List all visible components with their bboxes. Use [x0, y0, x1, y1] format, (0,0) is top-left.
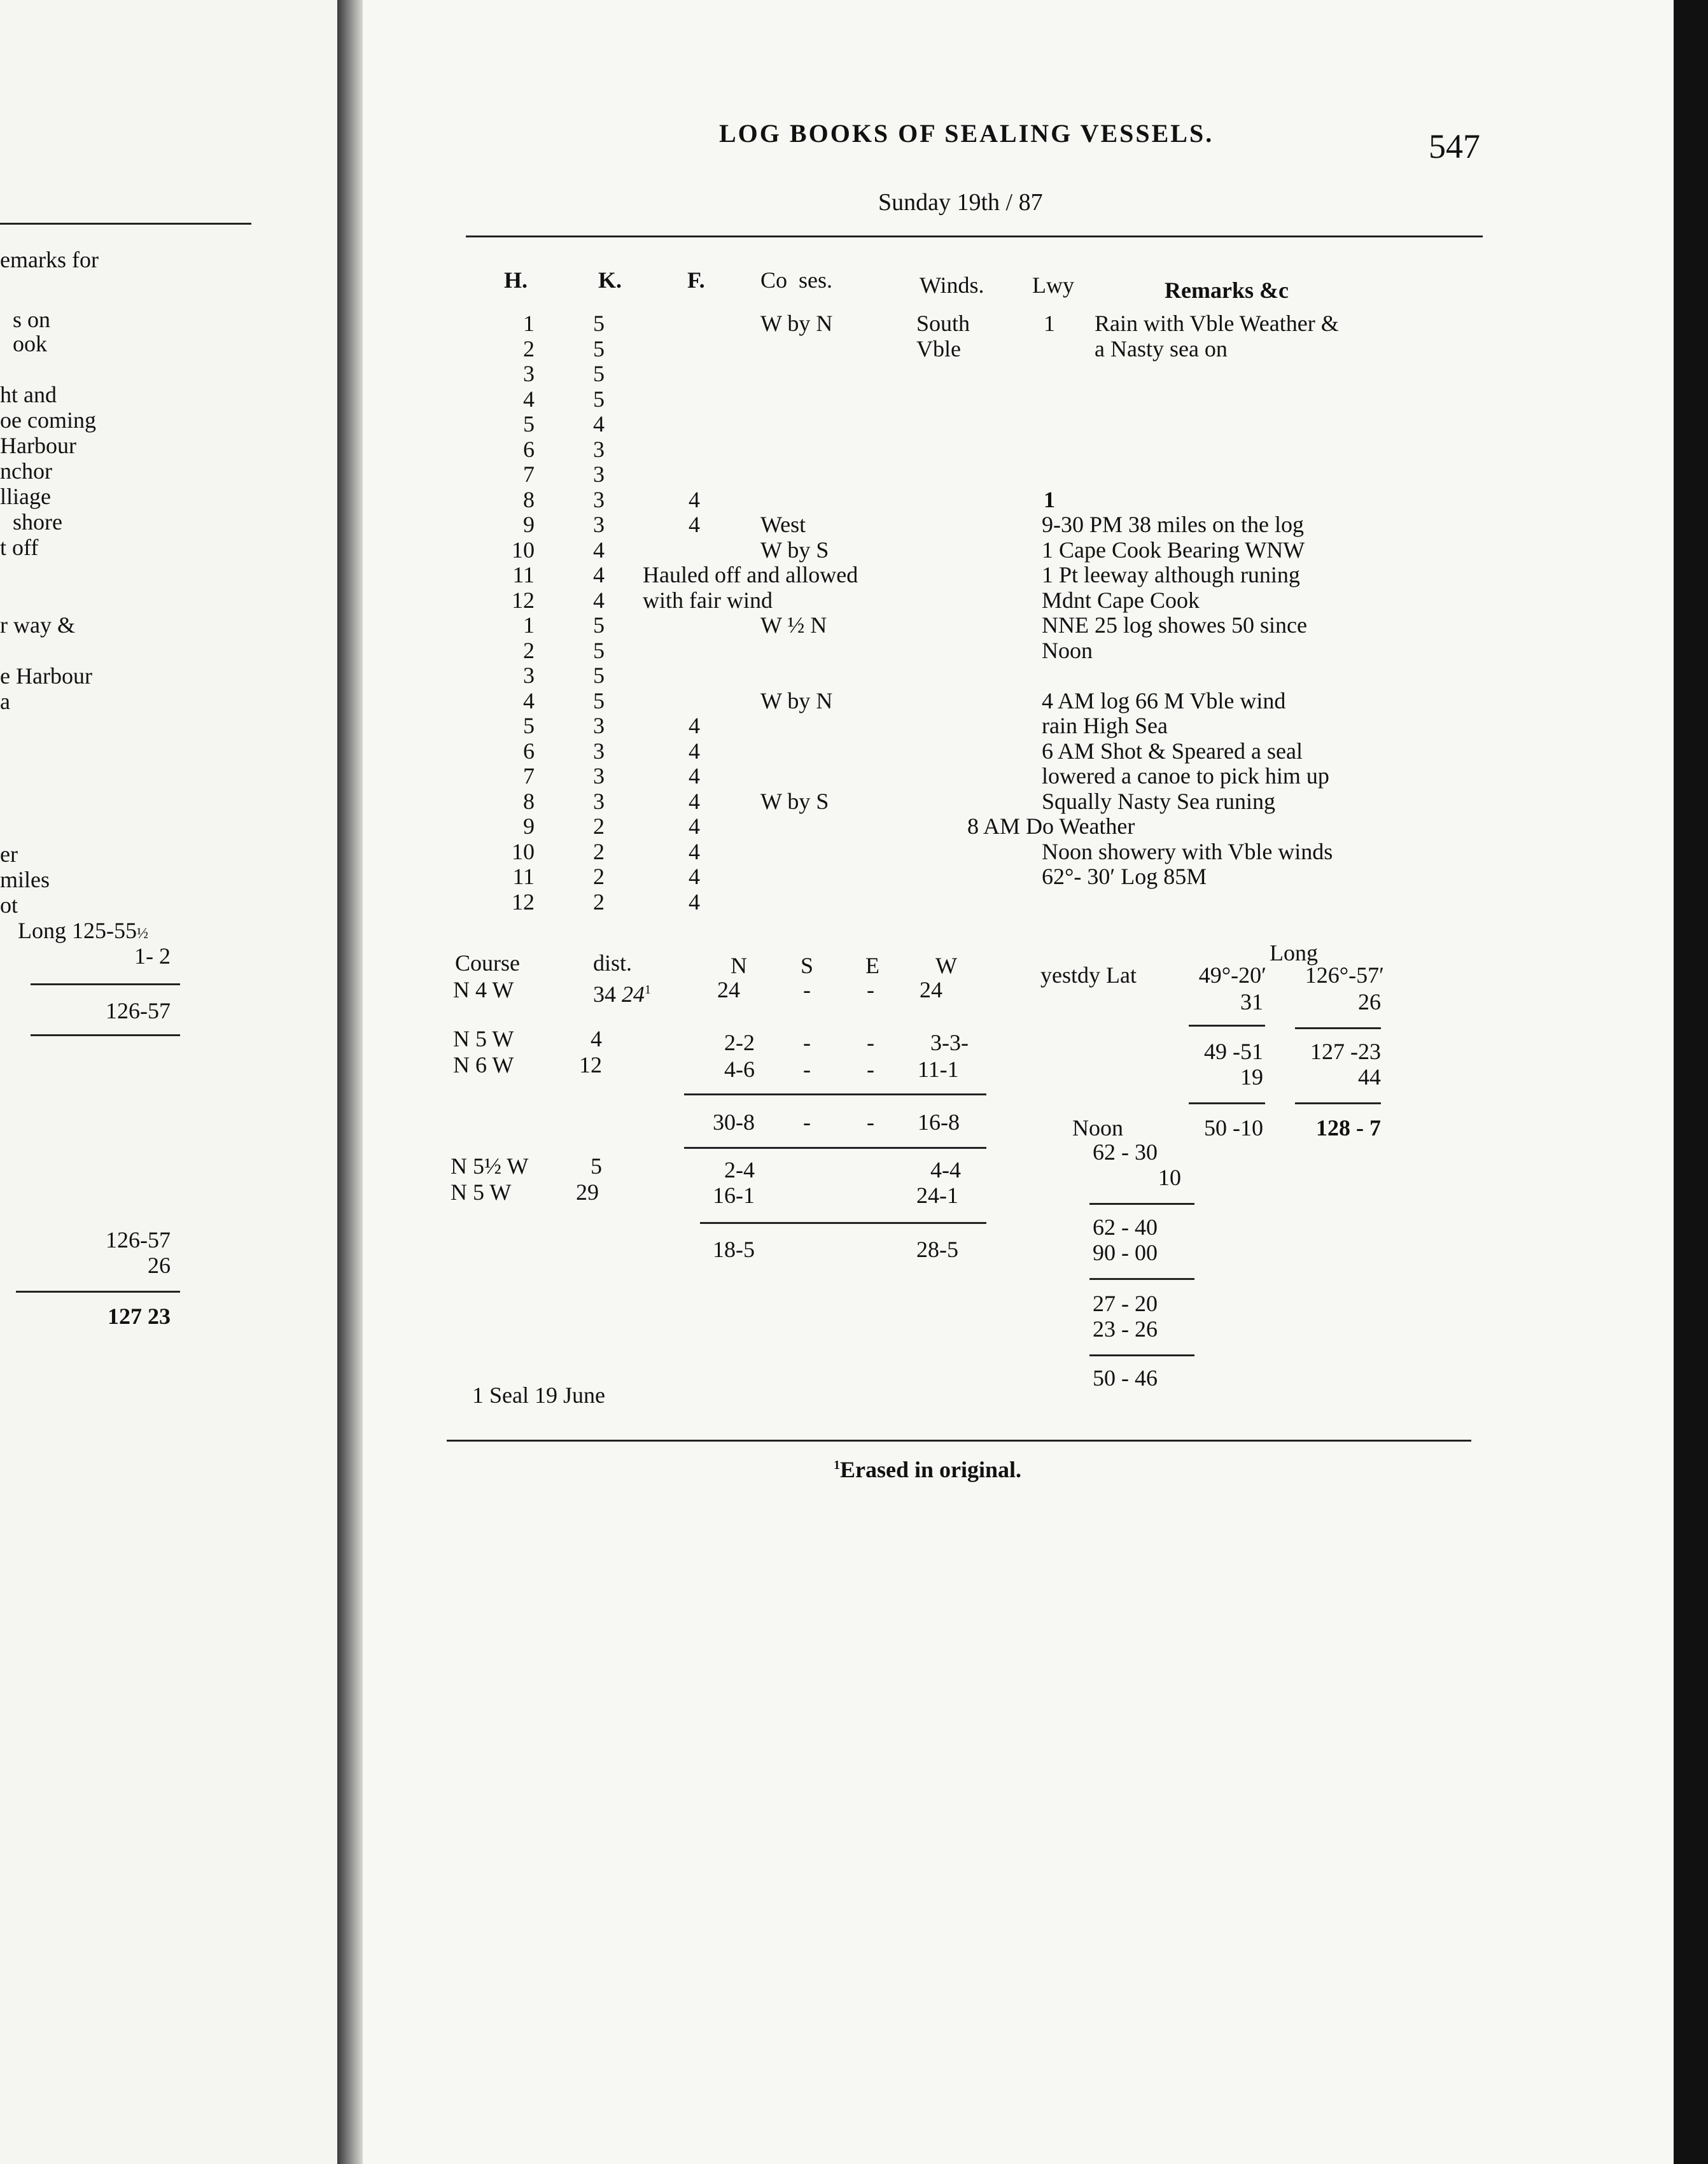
log-cell-wind: Vble: [916, 336, 961, 362]
noon-rule: [1089, 1203, 1194, 1205]
trav-n-total: 30-8: [713, 1109, 755, 1135]
log-cell-k: 2: [593, 813, 605, 839]
trav-n: 16-1: [713, 1183, 755, 1208]
log-cell-remark: rain High Sea: [1042, 713, 1168, 738]
left-line: nchor: [0, 458, 52, 484]
left-sum: 126-57: [106, 998, 171, 1023]
trav-s: -: [803, 1057, 811, 1082]
running-title: LOG BOOKS OF SEALING VESSELS.: [719, 119, 1214, 148]
log-cell-f: 4: [689, 763, 700, 789]
log-cell-f: 4: [689, 789, 700, 814]
log-row: [0, 663, 1708, 688]
left-line: ot: [0, 892, 18, 918]
log-row: [0, 789, 1708, 814]
log-cell-remark: 1 Cape Cook Bearing WNW: [1042, 537, 1305, 563]
left-sum: 126-57: [106, 1227, 171, 1253]
log-cell-f: 4: [689, 864, 700, 889]
log-cell-k: 3: [593, 763, 605, 789]
long-value: 128 - 7: [1316, 1115, 1381, 1141]
log-cell-h: 4: [523, 688, 535, 713]
log-row: [0, 612, 1708, 638]
log-cell-k: 3: [593, 461, 605, 487]
log-cell-course: W by N: [760, 311, 833, 336]
log-cell-h: 6: [523, 738, 535, 764]
trav-w-total: 28-5: [916, 1237, 958, 1262]
log-cell-remark: Noon showery with Vble winds: [1042, 839, 1333, 864]
log-row: [0, 638, 1708, 663]
log-cell-k: 5: [593, 612, 605, 638]
log-cell-remark: 8 AM Do Weather: [967, 813, 1135, 839]
col-hour: H.: [504, 267, 528, 293]
log-cell-f: 4: [689, 889, 700, 915]
log-cell-h: 2: [523, 638, 535, 663]
trav-w: 24: [920, 977, 942, 1002]
log-cell-course: with fair wind: [643, 587, 773, 613]
trav-col-e: E: [865, 953, 879, 978]
left-line: s on: [13, 307, 51, 332]
log-row: [0, 336, 1708, 362]
log-cell-h: 4: [523, 386, 535, 412]
trav-col-n: N: [731, 953, 747, 978]
left-line: e Harbour: [0, 663, 92, 689]
log-cell-h: 10: [512, 537, 535, 563]
long-label: Long: [1270, 940, 1318, 966]
left-line: er: [0, 841, 18, 867]
lat-rule: [1189, 1025, 1265, 1027]
left-line: ook: [13, 331, 47, 356]
log-cell-remark: 62°- 30′ Log 85M: [1042, 864, 1207, 889]
log-cell-remark: 1 Pt leeway although runing: [1042, 562, 1300, 587]
left-rule: [16, 1291, 180, 1293]
log-row: [0, 411, 1708, 437]
log-cell-k: 3: [593, 789, 605, 814]
log-cell-h: 12: [512, 587, 535, 613]
seal-note: 1 Seal 19 June: [472, 1382, 605, 1408]
trav-course: N 5 W: [451, 1179, 512, 1205]
trav-n: 2-2: [724, 1030, 755, 1055]
left-line: shore: [13, 509, 62, 535]
log-cell-k: 3: [593, 512, 605, 537]
log-row: [0, 839, 1708, 864]
log-row: [0, 487, 1708, 512]
noon-calc: 62 - 40: [1093, 1214, 1158, 1240]
log-cell-remark: a Nasty sea on: [1095, 336, 1228, 362]
long-rule: [1295, 1027, 1381, 1029]
log-cell-remark: Mdnt Cape Cook: [1042, 587, 1200, 613]
log-cell-h: 3: [523, 361, 535, 386]
noon-calc: 10: [1158, 1165, 1181, 1190]
trav-course: N 5 W: [453, 1026, 514, 1051]
log-row: [0, 889, 1708, 915]
log-cell-h: 7: [523, 763, 535, 789]
left-line: emarks for: [0, 247, 99, 272]
log-cell-remark: Rain with Vble Weather &: [1095, 311, 1339, 336]
log-row: [0, 738, 1708, 764]
trav-col-s: S: [801, 953, 814, 978]
log-cell-h: 1: [523, 311, 535, 336]
log-row: [0, 386, 1708, 412]
log-row: [0, 537, 1708, 563]
log-cell-k: 5: [593, 311, 605, 336]
col-courses: Co ses.: [760, 267, 833, 293]
header-rule: [466, 235, 1483, 237]
log-cell-k: 4: [593, 562, 605, 587]
log-cell-h: 5: [523, 411, 535, 437]
log-cell-course: Hauled off and allowed: [643, 562, 858, 587]
trav-w: 24-1: [916, 1183, 958, 1208]
log-cell-h: 9: [523, 512, 535, 537]
noon-label: Noon: [1072, 1115, 1123, 1141]
log-cell-k: 4: [593, 537, 605, 563]
left-line: Harbour: [0, 433, 76, 458]
long-value: 127 -23: [1310, 1039, 1381, 1064]
log-cell-remark: Squally Nasty Sea runing: [1042, 789, 1275, 814]
left-line: r way &: [0, 612, 75, 638]
trav-dist: 5: [591, 1153, 602, 1179]
left-rule: [31, 983, 180, 985]
log-cell-k: 5: [593, 386, 605, 412]
log-cell-f: 4: [689, 813, 700, 839]
log-row: [0, 813, 1708, 839]
log-cell-k: 3: [593, 487, 605, 512]
log-row: [0, 361, 1708, 386]
noon-calc: 62 - 30: [1093, 1139, 1158, 1165]
trav-rule: [700, 1222, 986, 1224]
log-cell-h: 6: [523, 437, 535, 462]
log-cell-k: 2: [593, 889, 605, 915]
log-row: [0, 763, 1708, 789]
trav-w-total: 16-8: [918, 1109, 960, 1135]
log-cell-k: 4: [593, 411, 605, 437]
log-row: [0, 864, 1708, 889]
log-cell-k: 5: [593, 361, 605, 386]
trav-col-dist: dist.: [593, 950, 633, 976]
log-cell-f: 4: [689, 839, 700, 864]
yestdy-label: yestdy Lat: [1040, 962, 1137, 988]
left-sum: 26: [148, 1253, 171, 1278]
noon-calc: 23 - 26: [1093, 1316, 1158, 1342]
log-cell-course: W by N: [760, 688, 833, 713]
log-row: [0, 562, 1708, 587]
log-row: [0, 461, 1708, 487]
log-cell-h: 7: [523, 461, 535, 487]
left-line: oe coming: [0, 407, 96, 433]
lat-value: 49°-20′: [1198, 962, 1266, 988]
log-cell-h: 11: [512, 864, 535, 889]
left-sum: 127 23: [108, 1303, 171, 1329]
log-cell-course: West: [760, 512, 806, 537]
long-value: 26: [1358, 989, 1381, 1015]
log-cell-f: 4: [689, 487, 700, 512]
col-fathoms: F.: [687, 267, 705, 293]
log-cell-k: 4: [593, 587, 605, 613]
log-cell-h: 3: [523, 663, 535, 688]
footnote: $^1$Erased in original.: [834, 1457, 1022, 1482]
log-cell-h: 5: [523, 713, 535, 738]
noon-rule: [1089, 1354, 1194, 1356]
left-line: a: [0, 689, 10, 714]
lat-value: 31: [1240, 989, 1263, 1015]
log-cell-lwy: 1: [1044, 311, 1055, 336]
log-cell-k: 2: [593, 839, 605, 864]
noon-calc: 50 - 46: [1093, 1365, 1158, 1391]
long-value: 126°-57′: [1305, 962, 1384, 988]
log-cell-k: 5: [593, 663, 605, 688]
noon-calc: 27 - 20: [1093, 1291, 1158, 1316]
log-cell-h: 9: [523, 813, 535, 839]
left-line: miles: [0, 867, 50, 892]
left-line: lliage: [0, 484, 51, 509]
col-winds: Winds.: [920, 272, 984, 298]
log-cell-remark: 6 AM Shot & Speared a seal: [1042, 738, 1303, 764]
trav-dist: 34 $24^1$: [593, 981, 651, 1007]
log-cell-k: 5: [593, 638, 605, 663]
log-row: [0, 688, 1708, 713]
log-row: [0, 512, 1708, 537]
log-cell-course: W by S: [760, 537, 829, 563]
trav-s-total: -: [803, 1109, 811, 1135]
trav-n: 4-6: [724, 1057, 755, 1082]
long-value: 44: [1358, 1064, 1381, 1090]
long-rule: [1295, 1102, 1381, 1104]
log-row: [0, 587, 1708, 613]
log-cell-k: 5: [593, 336, 605, 362]
log-cell-h: 12: [512, 889, 535, 915]
log-cell-h: 8: [523, 789, 535, 814]
log-cell-f: 4: [689, 738, 700, 764]
trav-w: 4-4: [930, 1157, 961, 1183]
left-sum: 1- 2: [134, 943, 171, 969]
col-remarks: Remarks &c: [1165, 278, 1289, 303]
trav-w: 3-3-: [930, 1030, 969, 1055]
lat-value: 50 -10: [1204, 1115, 1263, 1141]
log-cell-remark: NNE 25 log showes 50 since: [1042, 612, 1307, 638]
trav-e: -: [867, 1030, 874, 1055]
log-cell-h: 1: [523, 612, 535, 638]
trav-n: 2-4: [724, 1157, 755, 1183]
col-knots: K.: [598, 267, 622, 293]
date-line: Sunday 19th / 87: [878, 189, 1043, 216]
log-cell-remark: 4 AM log 66 M Vble wind: [1042, 688, 1286, 713]
lat-value: 19: [1240, 1064, 1263, 1090]
col-leeway: Lwy: [1032, 272, 1074, 298]
log-cell-lwy: 1: [1044, 487, 1055, 512]
trav-col-course: Course: [455, 950, 520, 976]
trav-rule: [684, 1093, 986, 1095]
trav-col-w: W: [935, 953, 957, 978]
trav-dist: 4: [591, 1026, 602, 1051]
log-cell-f: 4: [689, 512, 700, 537]
log-cell-f: 4: [689, 713, 700, 738]
log-cell-remark: lowered a canoe to pick him up: [1042, 763, 1329, 789]
log-row: [0, 713, 1708, 738]
log-cell-k: 3: [593, 713, 605, 738]
log-cell-h: 10: [512, 839, 535, 864]
trav-course: N 6 W: [453, 1052, 514, 1078]
left-line: ht and: [0, 382, 57, 407]
log-cell-h: 2: [523, 336, 535, 362]
log-row: [0, 311, 1708, 336]
log-cell-k: 5: [593, 688, 605, 713]
trav-e: -: [867, 977, 874, 1002]
trav-s: -: [803, 977, 811, 1002]
trav-dist: 29: [576, 1179, 599, 1205]
left-line: t off: [0, 535, 39, 560]
trav-w: 11-1: [918, 1057, 959, 1082]
log-cell-wind: South: [916, 311, 970, 336]
log-cell-k: 3: [593, 437, 605, 462]
trav-dist: 12: [579, 1052, 602, 1078]
page-number: 547: [1429, 127, 1480, 165]
left-top-rule: [0, 223, 251, 225]
log-cell-h: 11: [512, 562, 535, 587]
left-rule: [31, 1034, 180, 1036]
lat-value: 49 -51: [1204, 1039, 1263, 1064]
trav-e: -: [867, 1057, 874, 1082]
log-cell-course: W by S: [760, 789, 829, 814]
noon-calc: 90 - 00: [1093, 1240, 1158, 1265]
footer-rule: [447, 1440, 1471, 1442]
noon-rule: [1089, 1278, 1194, 1280]
log-cell-remark: Noon: [1042, 638, 1093, 663]
lat-rule: [1189, 1102, 1265, 1104]
log-cell-k: 2: [593, 864, 605, 889]
log-row: [0, 437, 1708, 462]
log-cell-k: 3: [593, 738, 605, 764]
log-cell-course: W ½ N: [760, 612, 827, 638]
trav-e-total: -: [867, 1109, 874, 1135]
trav-n: 24: [717, 977, 740, 1002]
trav-n-total: 18-5: [713, 1237, 755, 1262]
trav-rule: [684, 1147, 986, 1149]
log-cell-remark: 9-30 PM 38 miles on the log: [1042, 512, 1304, 537]
trav-course: N 4 W: [453, 977, 514, 1002]
trav-s: -: [803, 1030, 811, 1055]
log-cell-h: 8: [523, 487, 535, 512]
trav-course: N 5½ W: [451, 1153, 529, 1179]
left-long-line: Long 125-55½: [18, 918, 148, 943]
